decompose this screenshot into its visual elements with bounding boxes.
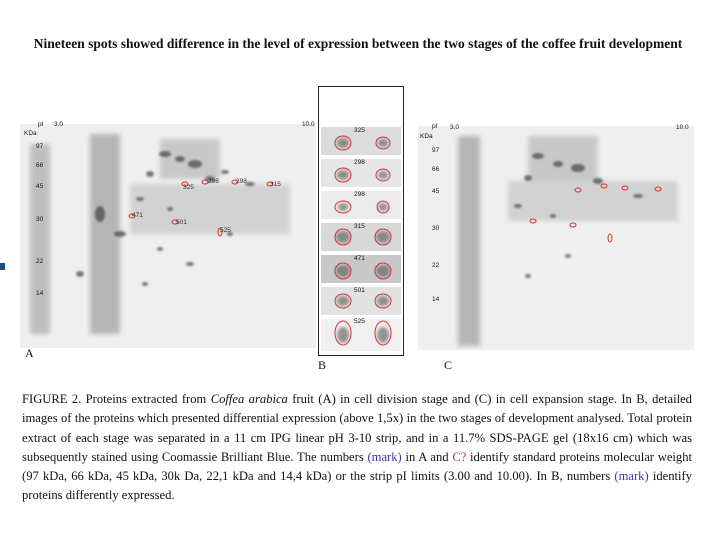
strip-b-spot-id: 315: [354, 223, 365, 230]
gel-c: [418, 126, 694, 350]
gel-c-ph-low: 3.0: [450, 124, 460, 131]
caption-text: FIGURE 2. Proteins extracted from: [22, 392, 211, 406]
gel-a-spot-id: 298: [208, 178, 219, 185]
gel-a-spot-id: 298: [236, 178, 247, 185]
caption-mark: (mark): [614, 469, 649, 484]
caption-mark-c: C?: [452, 449, 467, 464]
figure-title: Nineteen spots showed difference in the level of expression between the two stages of the coffee fruit development: [33, 36, 683, 51]
gel-a-mw-97: 97: [36, 143, 44, 150]
gel-c-mw-14: 14: [432, 296, 440, 303]
gel-a-mw-14: 14: [36, 290, 44, 297]
strip-b-spot-id: 298: [354, 159, 365, 166]
strip-b-spot-id: 501: [354, 287, 365, 294]
figure-caption: [22, 390, 692, 506]
gel-a-mw-22: 22: [36, 258, 44, 265]
gel-c-kda-label: KDa: [420, 133, 433, 140]
panel-label-b: B: [318, 358, 327, 372]
strip-b-spot-id: 298: [354, 191, 365, 198]
gel-c-mw-45: 45: [432, 188, 440, 195]
gel-c-mw-66: 66: [432, 166, 440, 173]
gel-a-mw-66: 66: [36, 162, 44, 169]
gel-a-mw-30: 30: [36, 216, 44, 223]
gel-a-spot-id: 315: [270, 181, 281, 188]
gel-a-spot-id: 471: [132, 212, 143, 219]
gel-c-pi-label: pI: [432, 123, 438, 130]
caption-mark: (mark): [367, 449, 402, 464]
gel-a-ph-low: 3.0: [54, 121, 64, 128]
caption-text: fruit (A) in cell division stage and (C) in cell expansion stage. In B, detailed images of the proteins which presented differential expression (above 1,5x) in the two stages of development analysed. Total protein extract of each stage was separated in a 11 cm IPG linear pH 3-10 strip, and in a 11.7% SDS-PAGE gel (18x16 cm) which was subsequently stained using Coomassie Brilliant Blue. The numbers: [22, 392, 692, 464]
gel-a-spot-id: 501: [176, 219, 187, 226]
gel-c-mw-97: 97: [432, 147, 440, 154]
gel-a-ph-high: 10.0: [302, 121, 315, 128]
strip-b-spot-id: 525: [354, 318, 365, 325]
gel-c-mw-30: 30: [432, 225, 440, 232]
gel-a-image: [20, 124, 316, 348]
gel-a-kda-label: KDa: [24, 130, 37, 137]
gel-a-pi-label: pI: [38, 121, 44, 128]
slide-edge-marker: [0, 263, 5, 270]
strip-b-spot-id: 325: [354, 127, 365, 134]
gel-a: [20, 124, 316, 348]
gel-a-spot-id: 525: [220, 227, 231, 234]
gel-a-spot-id: 325: [183, 184, 194, 191]
caption-text: in A and: [401, 449, 453, 464]
caption-species: Coffea arabica: [210, 392, 288, 406]
gel-c-image: [418, 126, 694, 350]
gel-c-mw-22: 22: [432, 262, 440, 269]
panel-label-a: A: [25, 346, 34, 360]
caption-text: identify standard proteins molecular weight (97 kDa, 66 kDa, 45 kDa, 30k Da, 22,1 kDa and 14,4 kDa) or the strip pI limits (3.00 and 10.00). In B, numbers: [22, 449, 693, 484]
panel-label-c: C: [444, 358, 453, 372]
strip-b-spot-id: 471: [354, 255, 365, 262]
gel-a-mw-45: 45: [36, 183, 44, 190]
caption-text: identify proteins differently expressed.: [22, 469, 692, 503]
gel-c-ph-high: 10.0: [676, 124, 689, 131]
